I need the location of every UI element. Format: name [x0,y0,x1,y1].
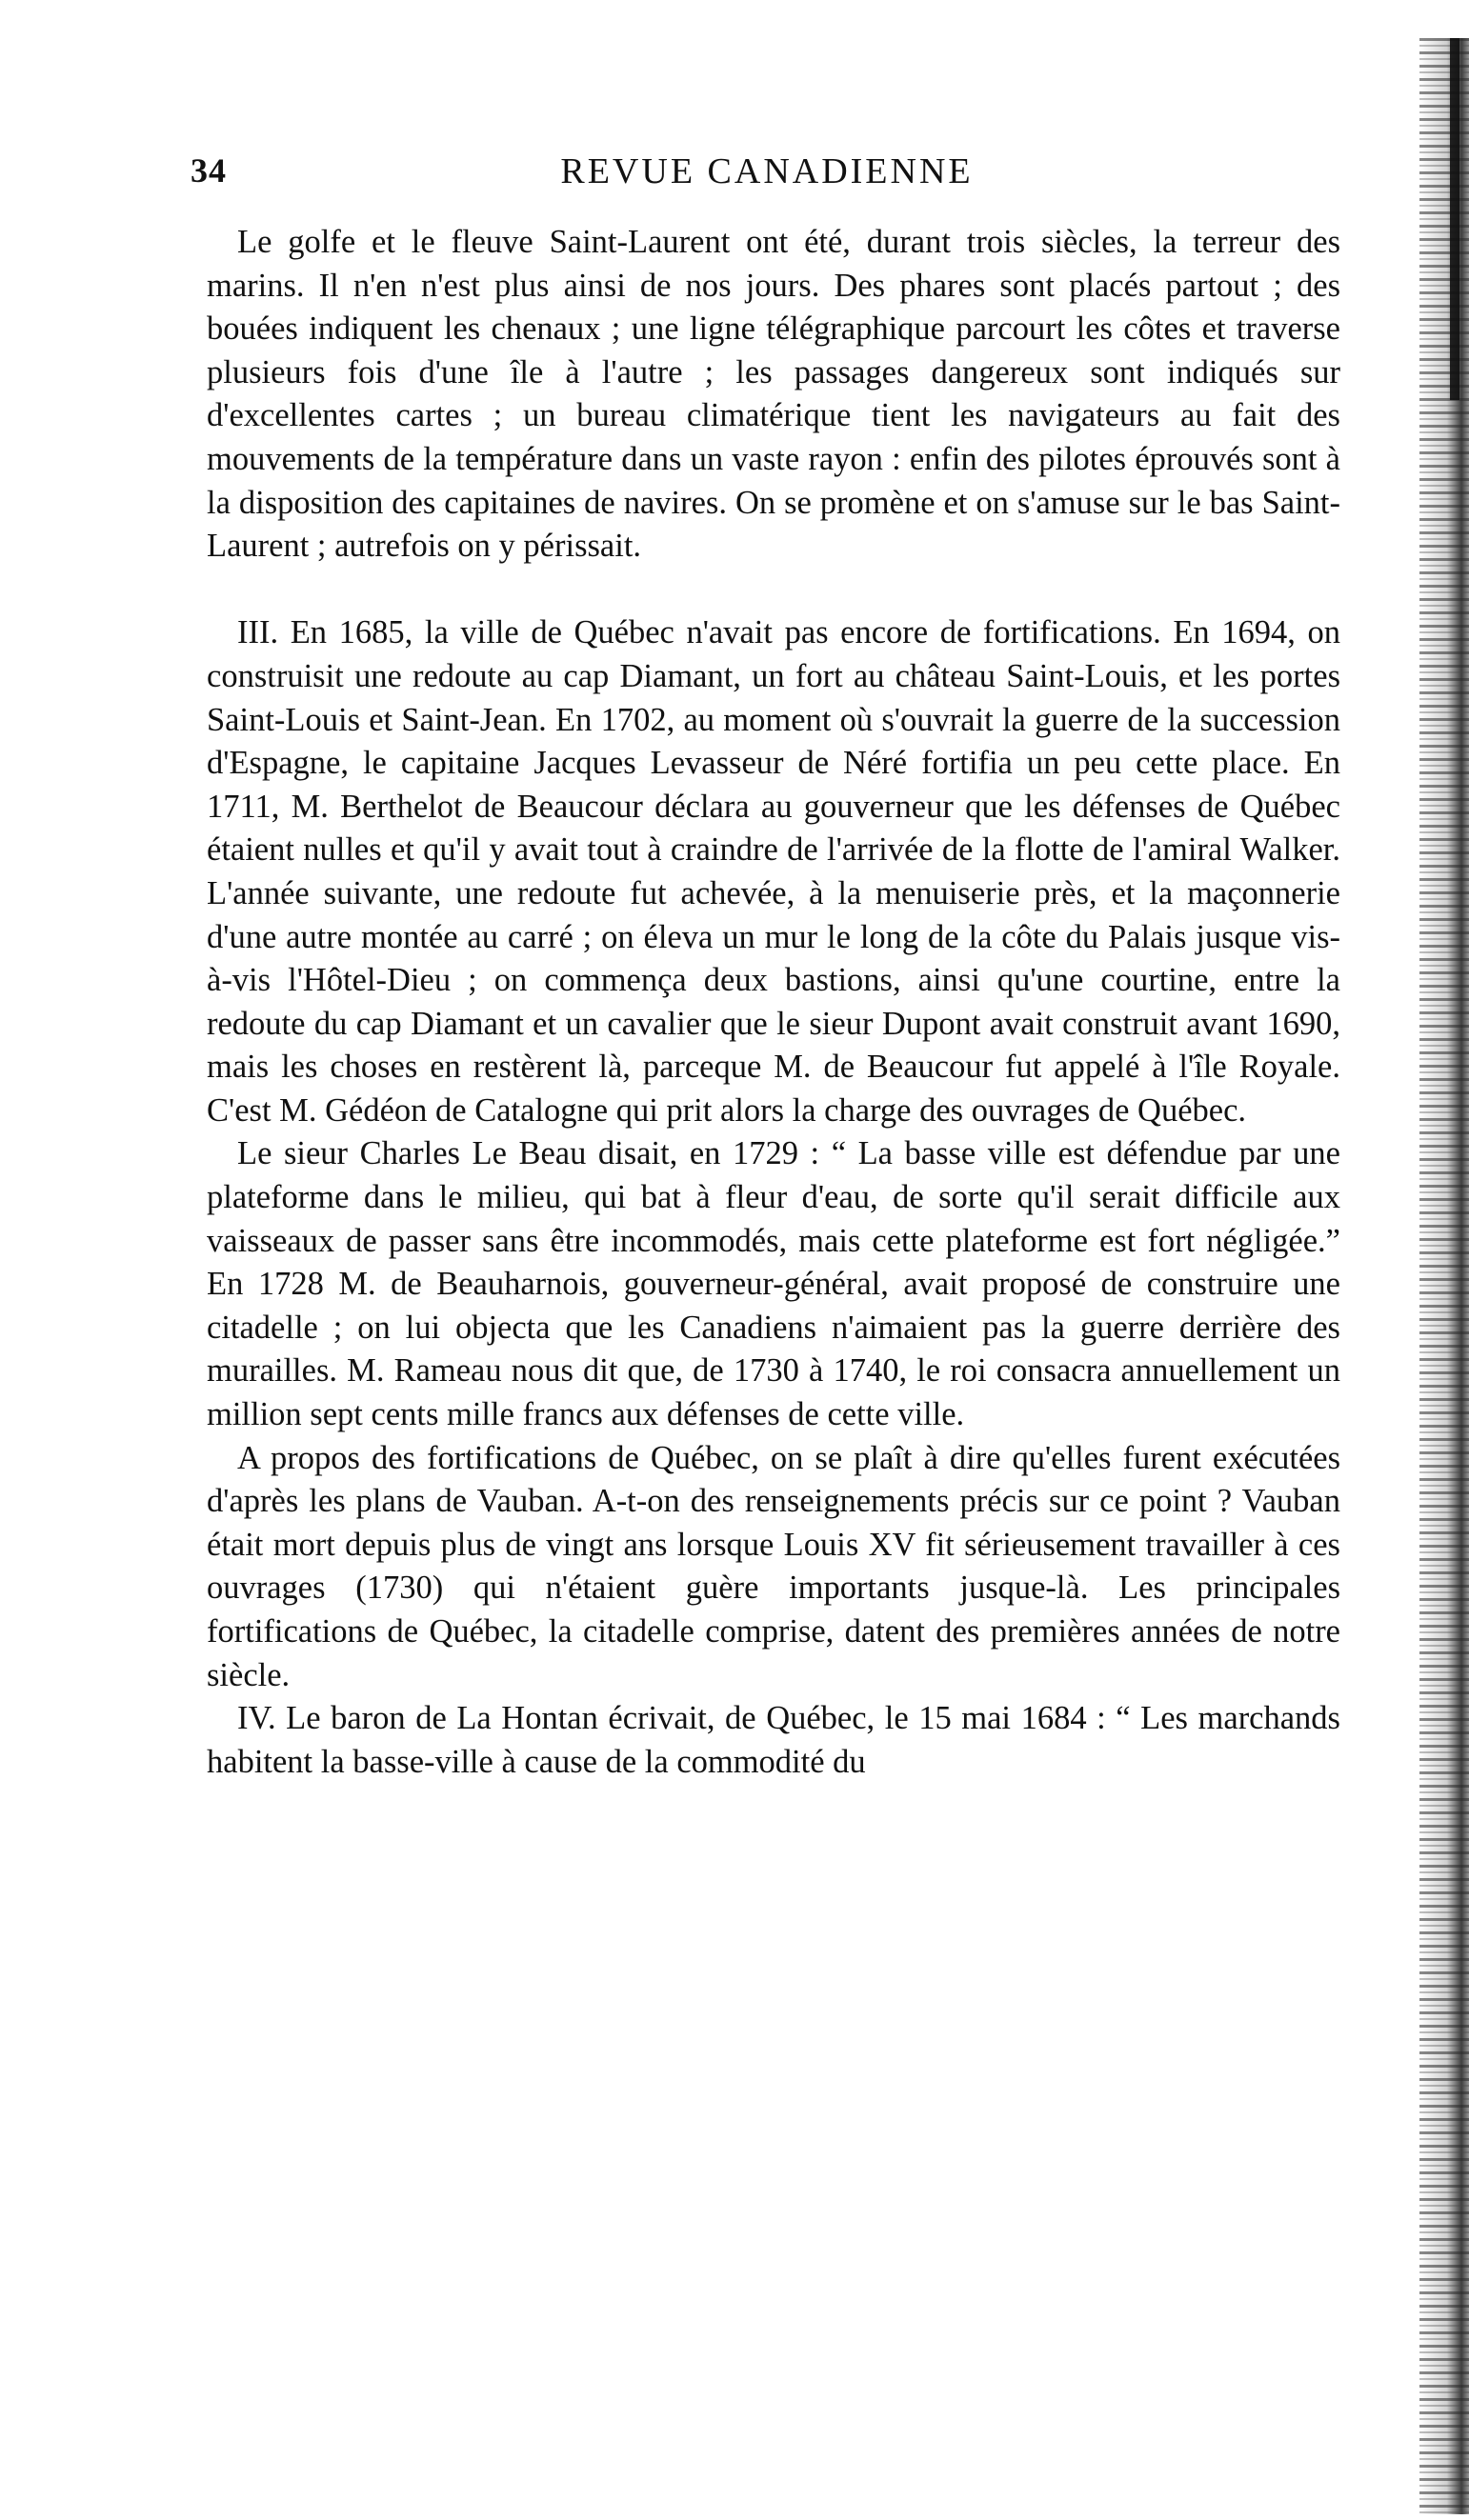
paragraph-section-iii: III. En 1685, la ville de Québec n'avait pas encore de fortifications. En 1694, on construisit une redoute au cap Diamant, un fort au château Saint-Louis, et les portes Saint-Louis et Saint-Jean. En 1702, au moment où s'ouvrait la guerre de la succession d'Espagne, le capitaine Jacques Levasseur de Néré fortifia un peu cette place. En 1711, M. Berthelot de Beaucour déclara au gouverneur que les défenses de Québec étaient nulles et qu'il y avait tout à craindre de l'arrivée de la flotte de l'amiral Walker. L'année suivante, une redoute fut achevée, à la menuiserie près, et la maçonnerie d'une autre montée au carré ; on éleva un mur le long de la côte du Palais jusque vis-à-vis l'Hôtel-Dieu ; on commença deux bastions, ainsi qu'une courtine, entre la redoute du cap Diamant et un cavalier que le sieur Dupont avait construit avant 1690, mais les choses en restèrent là, parceque M. de Beaucour fut appelé à l'île Royale. C'est M. Gédéon de Catalogne qui prit alors la charge des ouvrages de Québec. [207,614,1340,1129]
paragraph-section-iv: IV. Le baron de La Hontan écrivait, de Québec, le 15 mai 1684 : “ Les marchands habitent la basse-ville à cause de la commodité du [207,1700,1340,1780]
binding-edge-shadow [1419,38,1469,2514]
page-number: 34 [191,151,227,190]
paragraph-saint-laurent: Le golfe et le fleuve Saint-Laurent ont été, durant trois siècles, la terreur des marins. Il n'en n'est plus ainsi de nos jours. Des phares sont placés partout ; des bouées indiquent les chenaux ; une ligne télégraphique parcourt les côtes et traverse plusieurs fois d'une île à l'autre ; les passages dangereux sont indiqués sur d'excellentes cartes ; un bureau climatérique tient les navigateurs au fait des mouvements de la température dans un vaste rayon : enfin des pilotes éprouvés sont à la disposition des capitaines de navires. On se promène et on s'amuse sur le bas Saint-Laurent ; autrefois on y périssait. [207,224,1340,565]
paragraph-le-beau: Le sieur Charles Le Beau disait, en 1729 : “ La basse ville est défendue par une plateforme dans le milieu, qui bat à fleur d'eau, de sorte qu'il serait difficile aux vaisseaux de passer sans être incommodés, mais cette plateforme est fort négligée.” En 1728 M. de Beauharnois, gouverneur-général, avait proposé de construire une citadelle ; on lui objecta que les Canadiens n'aimaient pas la guerre derrière des murailles. M. Rameau nous dit que, de 1730 à 1740, le roi consacra annuellement un million sept cents mille francs aux défenses de cette ville. [207,1135,1340,1433]
running-title: REVUE CANADIENNE [560,151,974,191]
paragraph-vauban: A propos des fortifications de Québec, on se plaît à dire qu'elles furent exécutées d'après les plans de Vauban. A-t-on des renseignements précis sur ce point ? Vauban était mort depuis plus de vingt ans lorsque Louis XV fit sérieusement travailler à ces ouvrages (1730) qui n'étaient guère importants jusque-là. Les principales fortifications de Québec, la citadelle comprise, datent des premières années de notre siècle. [207,1439,1340,1693]
body-text [207,221,1340,1784]
page-header [191,150,1343,198]
